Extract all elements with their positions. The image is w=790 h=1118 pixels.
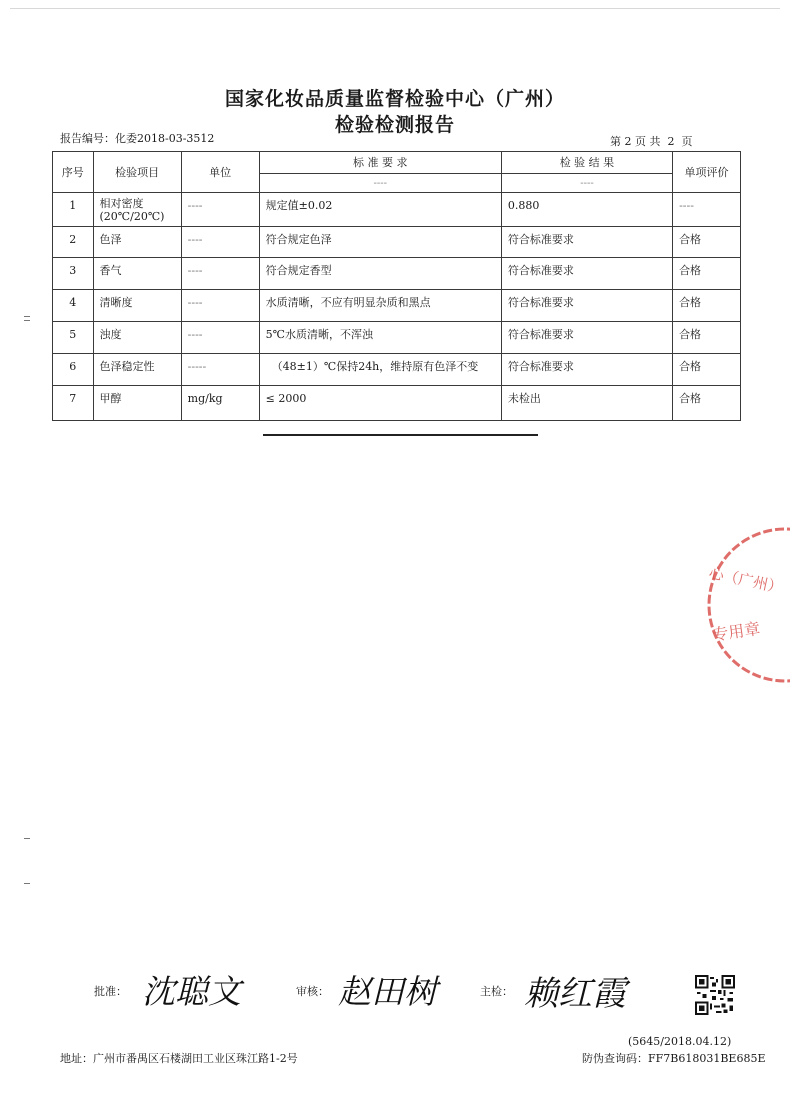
document-code-date: (5645/2018.04.12) bbox=[628, 1035, 732, 1048]
cell-result: 符合标准要求 bbox=[501, 227, 672, 258]
margin-mark bbox=[24, 883, 30, 884]
inspect-label: 主检： bbox=[480, 985, 513, 998]
anti-counterfeit-code: 防伪查询码：FF7B618031BE685E bbox=[582, 1052, 766, 1065]
report-number: 报告编号：化委2018-03-3512 bbox=[60, 132, 215, 145]
cell-standard: 符合规定色泽 bbox=[259, 227, 501, 258]
header-item: 检验项目 bbox=[93, 152, 181, 193]
header-evaluation: 单项评价 bbox=[673, 152, 741, 193]
cell-no: 1 bbox=[53, 193, 94, 227]
cell-no: 3 bbox=[53, 258, 94, 290]
cell-result: 未检出 bbox=[501, 386, 672, 421]
cell-evaluation: 合格 bbox=[673, 386, 741, 421]
cell-no: 7 bbox=[53, 386, 94, 421]
cell-item: 色泽稳定性 bbox=[93, 354, 181, 386]
approve-label: 批准： bbox=[94, 985, 127, 998]
reviewer-signature bbox=[336, 965, 451, 1015]
cell-no: 4 bbox=[53, 290, 94, 322]
cell-unit: ---- bbox=[181, 258, 259, 290]
qr-code bbox=[695, 975, 735, 1015]
cell-no: 2 bbox=[53, 227, 94, 258]
header-unit: 单位 bbox=[181, 152, 259, 193]
table-row bbox=[53, 386, 741, 421]
table-row bbox=[53, 322, 741, 354]
cell-unit: ----- bbox=[181, 354, 259, 386]
cell-standard: 符合规定香型 bbox=[259, 258, 501, 290]
cell-result: 符合标准要求 bbox=[501, 354, 672, 386]
header-no: 序号 bbox=[53, 152, 94, 193]
official-seal-stamp bbox=[700, 520, 790, 690]
cell-item: 甲醇 bbox=[93, 386, 181, 421]
cell-no: 6 bbox=[53, 354, 94, 386]
cell-standard: （48±1）℃保持24h，维持原有色泽不变 bbox=[259, 354, 501, 386]
cell-result: 符合标准要求 bbox=[501, 290, 672, 322]
svg-text:赵田树: 赵田树 bbox=[338, 972, 437, 1011]
cell-standard: ≤ 2000 bbox=[259, 386, 501, 421]
approver-signature bbox=[140, 965, 255, 1015]
cell-standard: 规定值±0.02 bbox=[259, 193, 501, 227]
table-row bbox=[53, 258, 741, 290]
table-row bbox=[53, 354, 741, 386]
cell-result: 0.880 bbox=[501, 193, 672, 227]
cell-evaluation: 合格 bbox=[673, 322, 741, 354]
inspector-signature bbox=[522, 965, 642, 1017]
seal-text-2: 专用章 bbox=[711, 618, 762, 645]
table-row bbox=[53, 227, 741, 258]
svg-text:赖红霞: 赖红霞 bbox=[524, 974, 626, 1014]
cell-evaluation: ---- bbox=[673, 193, 741, 227]
top-rule bbox=[10, 8, 780, 9]
table-row bbox=[53, 193, 741, 227]
header-result: 检 验 结 果 bbox=[501, 152, 672, 174]
cell-item: 浊度 bbox=[93, 322, 181, 354]
cell-evaluation: 合格 bbox=[673, 258, 741, 290]
cell-unit: ---- bbox=[181, 193, 259, 227]
cell-standard: 5℃水质清晰，不浑浊 bbox=[259, 322, 501, 354]
cell-no: 5 bbox=[53, 322, 94, 354]
cell-standard: 水质清晰，不应有明显杂质和黑点 bbox=[259, 290, 501, 322]
margin-mark bbox=[24, 838, 30, 839]
cell-unit: ---- bbox=[181, 227, 259, 258]
svg-text:沈聪文: 沈聪文 bbox=[142, 972, 241, 1011]
header-row bbox=[53, 152, 741, 174]
review-label: 审核： bbox=[296, 985, 329, 998]
cell-unit: mg/kg bbox=[181, 386, 259, 421]
report-subtitle: 检验检测报告 bbox=[334, 114, 455, 136]
cell-unit: ---- bbox=[181, 322, 259, 354]
header-standard-sub: ---- bbox=[259, 174, 501, 193]
header-standard: 标 准 要 求 bbox=[259, 152, 501, 174]
cell-result: 符合标准要求 bbox=[501, 322, 672, 354]
report-title: 国家化妆品质量监督检验中心（广州） bbox=[224, 88, 565, 110]
margin-mark bbox=[24, 320, 30, 321]
cell-item: 清晰度 bbox=[93, 290, 181, 322]
cell-evaluation: 合格 bbox=[673, 290, 741, 322]
cell-result: 符合标准要求 bbox=[501, 258, 672, 290]
seal-text: 心（广州） bbox=[707, 563, 785, 597]
cell-item: 色泽 bbox=[93, 227, 181, 258]
cell-item: 相对密度 (20℃/20℃) bbox=[93, 193, 181, 227]
page-indicator: 第 2 页 共 2 页 bbox=[610, 135, 693, 148]
end-of-report-line bbox=[263, 434, 538, 436]
address: 地址：广州市番禺区石楼湖田工业区珠江路1-2号 bbox=[60, 1052, 298, 1065]
cell-unit: ---- bbox=[181, 290, 259, 322]
cell-evaluation: 合格 bbox=[673, 227, 741, 258]
results-table bbox=[52, 151, 741, 421]
cell-evaluation: 合格 bbox=[673, 354, 741, 386]
header-result-sub: ---- bbox=[501, 174, 672, 193]
margin-mark bbox=[24, 316, 30, 317]
cell-item: 香气 bbox=[93, 258, 181, 290]
table-row bbox=[53, 290, 741, 322]
